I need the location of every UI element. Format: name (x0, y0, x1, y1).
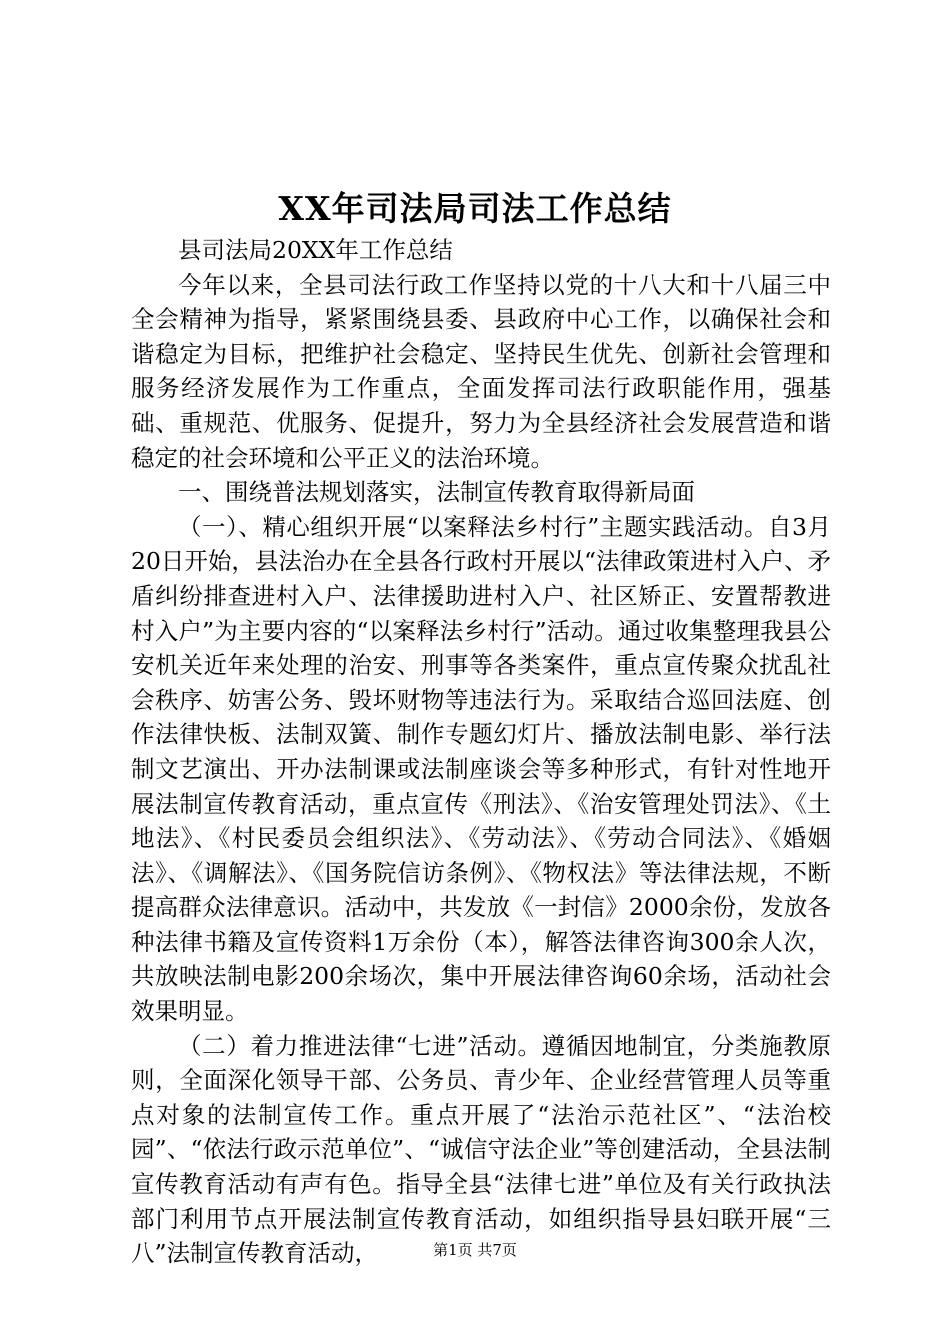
paragraph-subtitle: 县司法局20XX年工作总结 (178, 236, 453, 264)
document-body (131, 233, 831, 1271)
page-footer: 第1页 共7页 (433, 1241, 517, 1259)
paragraph-intro: 今年以来，全县司法行政工作坚持以党的十八大和十八届三中全会精神为指导，紧紧围绕县委、县政府中心工作，以确保社会和谐稳定为目标，把维护社会稳定、坚持民生优先、创新社会管理和服务经济发展作为工作重点，全面发挥司法行政职能作用，强基础、重规范、优服务、促提升，努力为全县经济社会发展营造和谐稳定的社会环境和公平正义的法治环境。 (131, 270, 831, 472)
paragraph-section-heading: 一、围绕普法规划落实，法制宣传教育取得新局面 (178, 478, 695, 507)
document-title: XX年司法局司法工作总结 (278, 189, 672, 228)
paragraph-item-1: （一）、精心组织开展“以案释法乡村行”主题实践活动。自3月20日开始，县法治办在全县各行政村开展以“法律政策进村入户、矛盾纠纷排查进村入户、法律援助进村入户、社区矫正、安置帮教进村入户”为主要内容的“以案释法乡村行”活动。通过收集整理我县公安机关近年来处理的治安、刑事等各类案件，重点宣传聚众扰乱社会秩序、妨害公务、毁坏财物等违法行为。采取结合巡回法庭、创作法律快板、法制双簧、制作专题幻灯片、播放法制电影、举行法制文艺演出、开办法制课或法制座谈会等多种形式，有针对性地开展法制宣传教育活动，重点宣传《刑法》、《治安管理处罚法》、《土地法》、《村民委员会组织法》、《劳动法》、《劳动合同法》、《婚姻法》、《调解法》、《国务院信访条例》、《物权法》等法律法规，不断提高群众法律意识。活动中，共发放《一封信》2000余份，发放各种法律书籍及宣传资料1万余份（本），解答法律咨询300余人次，共放映法制电影200余场次，集中开展法律咨询60余场，活动社会效果明显。 (131, 512, 831, 1026)
paragraph-item-2: （二）着力推进法律“七进”活动。遵循因地制宜，分类施教原则，全面深化领导干部、公务员、青少年、企业经营管理人员等重点对象的法制宣传工作。重点开展了“法治示范社区”、“法治校园”、“依法行政示范单位”、“诚信守法企业”等创建活动，全县法制宣传教育活动有声有色。指导全县“法律七进”单位及有关行政执法部门利用节点开展法制宣传教育活动，如组织指导县妇联开展“三八”法制宣传教育活动， (131, 1031, 831, 1268)
